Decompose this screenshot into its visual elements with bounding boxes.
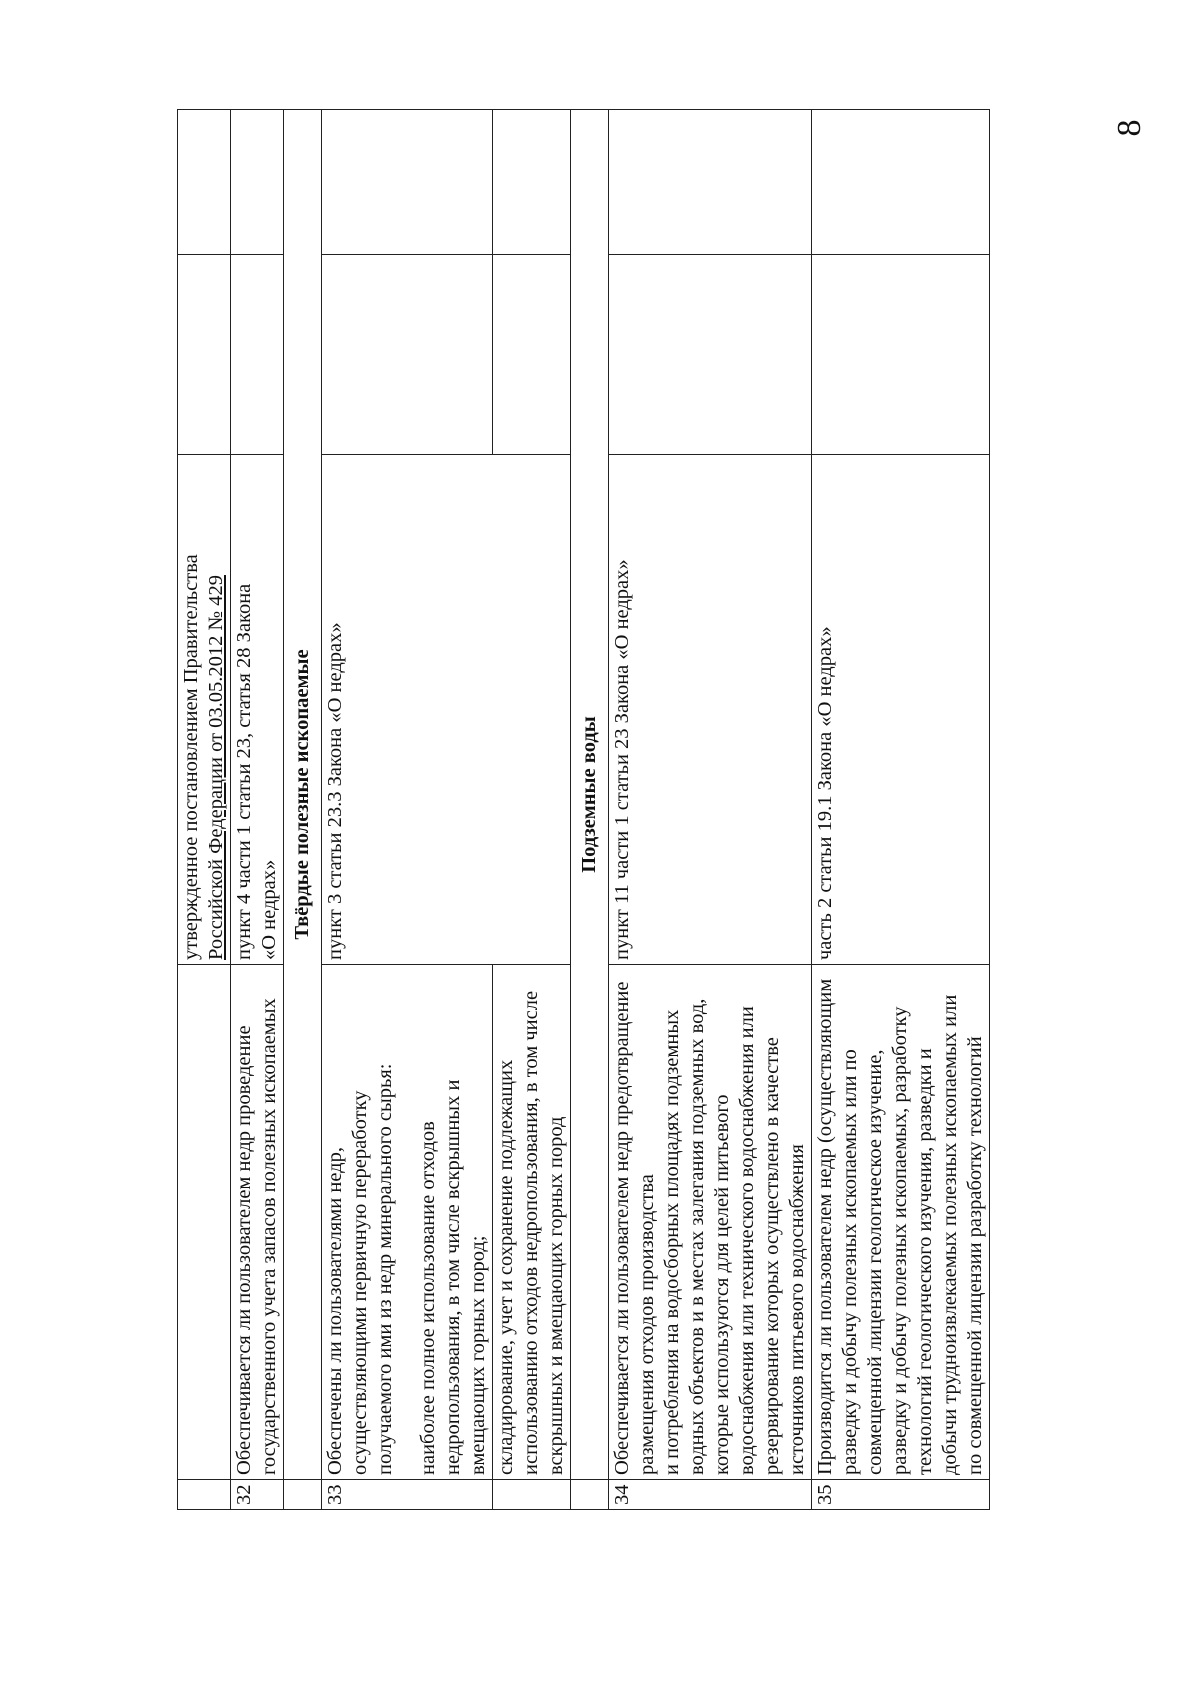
table-row-35 bbox=[812, 110, 990, 1510]
question-line: вскрышных и вмещающих горных пород bbox=[545, 1116, 567, 1475]
question-line: по совмещенной лицензии разработку технологий bbox=[964, 1036, 986, 1475]
question-line: которые используются для целей питьевого bbox=[711, 1094, 733, 1475]
cell-col4 bbox=[609, 255, 812, 455]
table-row-33 bbox=[322, 110, 493, 1510]
cell-reference bbox=[609, 455, 812, 965]
cell-num bbox=[493, 1480, 571, 1510]
section-title-groundwater: Подземные воды bbox=[571, 110, 609, 1480]
cell-col4 bbox=[812, 255, 990, 455]
question-line: недропользования, в том числе вскрышных и bbox=[442, 1079, 464, 1475]
question-line: и потребления на водосборных площадях подземных bbox=[661, 1009, 683, 1475]
cell-col4 bbox=[178, 255, 231, 455]
cell-question bbox=[493, 965, 571, 1480]
cell-reference bbox=[812, 455, 990, 965]
cell-num bbox=[284, 1480, 322, 1510]
question-line: резервирование которых осуществлено в качестве bbox=[761, 1037, 783, 1475]
section-title-solid-minerals: Твёрдые полезные ископаемые bbox=[284, 110, 322, 1480]
question-line: складирование, учет и сохранение подлежащих bbox=[495, 1059, 517, 1475]
question-line: Обеспечены ли пользователями недр, bbox=[324, 1147, 346, 1475]
question-line: государственного учета запасов полезных ископаемых bbox=[258, 998, 280, 1475]
cell-num bbox=[178, 1480, 231, 1510]
cell-col5 bbox=[609, 110, 812, 255]
reference-line: пункт 3 статьи 23.3 Закона «О недрах» bbox=[324, 622, 346, 960]
question-line: водных объектов и в местах залегания подземных вод, bbox=[686, 998, 708, 1475]
cell-col5 bbox=[812, 110, 990, 255]
table-row-32 bbox=[231, 110, 284, 1510]
question-line: размещения отходов производства bbox=[636, 1174, 658, 1475]
section-row-solid bbox=[284, 110, 322, 1510]
cell-num: 34 bbox=[609, 1480, 812, 1510]
question-line: водоснабжения или технического водоснабжения или bbox=[736, 1006, 758, 1475]
cell-col5 bbox=[178, 110, 231, 255]
cell-question bbox=[322, 965, 493, 1480]
table-row-continuation bbox=[178, 110, 231, 1510]
question-line: совмещенной лицензии геологическое изучение, bbox=[864, 1049, 886, 1475]
cell-num: 35 bbox=[812, 1480, 990, 1510]
question-line: вмещающих горных пород; bbox=[467, 1235, 489, 1475]
cell-col5 bbox=[231, 110, 284, 255]
cell-num bbox=[571, 1480, 609, 1510]
question-line: Обеспечивается ли пользователем недр предотвращение bbox=[611, 981, 633, 1475]
question-line: наиболее полное использование отходов bbox=[417, 1121, 439, 1475]
cell-question bbox=[231, 965, 284, 1480]
reference-line: «О недрах» bbox=[258, 859, 280, 960]
requirements-table bbox=[177, 109, 990, 1510]
cell-col4 bbox=[493, 255, 571, 455]
rotated-page-content bbox=[177, 110, 1137, 1510]
question-line: разведку и добычу полезных ископаемых, разработку bbox=[889, 1006, 911, 1475]
cell-col4 bbox=[322, 255, 493, 455]
cell-reference bbox=[322, 455, 571, 965]
cell-reference bbox=[178, 455, 231, 965]
cell-col5 bbox=[322, 110, 493, 255]
reference-line: утвержденное постановлением Правительства bbox=[180, 554, 202, 960]
reference-line: часть 2 статьи 19.1 Закона «О недрах» bbox=[814, 626, 836, 960]
question-line: технологий геологического изучения, разведки и bbox=[914, 1048, 936, 1475]
cell-col4 bbox=[231, 255, 284, 455]
question-line: источников питьевого водоснабжения bbox=[786, 1144, 808, 1475]
reference-line: пункт 11 части 1 статьи 23 Закона «О недрах» bbox=[611, 559, 633, 960]
section-row-water bbox=[571, 110, 609, 1510]
cell-question bbox=[812, 965, 990, 1480]
question-line: Производится ли пользователем недр (осуществляющим bbox=[814, 978, 836, 1475]
cell-question bbox=[178, 965, 231, 1480]
question-line: добычи трудноизвлекаемых полезных ископаемых или bbox=[939, 994, 961, 1475]
cell-reference bbox=[231, 455, 284, 965]
question-line: использованию отходов недропользования, в том числе bbox=[520, 990, 542, 1475]
question-line: Обеспечивается ли пользователем недр проведение bbox=[233, 1025, 255, 1475]
cell-num: 32 bbox=[231, 1480, 284, 1510]
reference-line: пункт 4 части 1 статьи 23, статья 28 Закона bbox=[233, 583, 255, 960]
table-row-34 bbox=[609, 110, 812, 1510]
reference-line: Российской Федерации от 03.05.2012 № 429 bbox=[205, 575, 227, 960]
cell-num: 33 bbox=[322, 1480, 493, 1510]
question-line: получаемого ими из недр минерального сырья: bbox=[374, 1063, 396, 1475]
question-line: разведку и добычу полезных ископаемых или по bbox=[839, 1049, 861, 1475]
cell-col5 bbox=[493, 110, 571, 255]
page-number: 8 bbox=[1111, 119, 1148, 137]
question-line: осуществляющими первичную переработку bbox=[349, 1090, 371, 1475]
cell-question bbox=[609, 965, 812, 1480]
